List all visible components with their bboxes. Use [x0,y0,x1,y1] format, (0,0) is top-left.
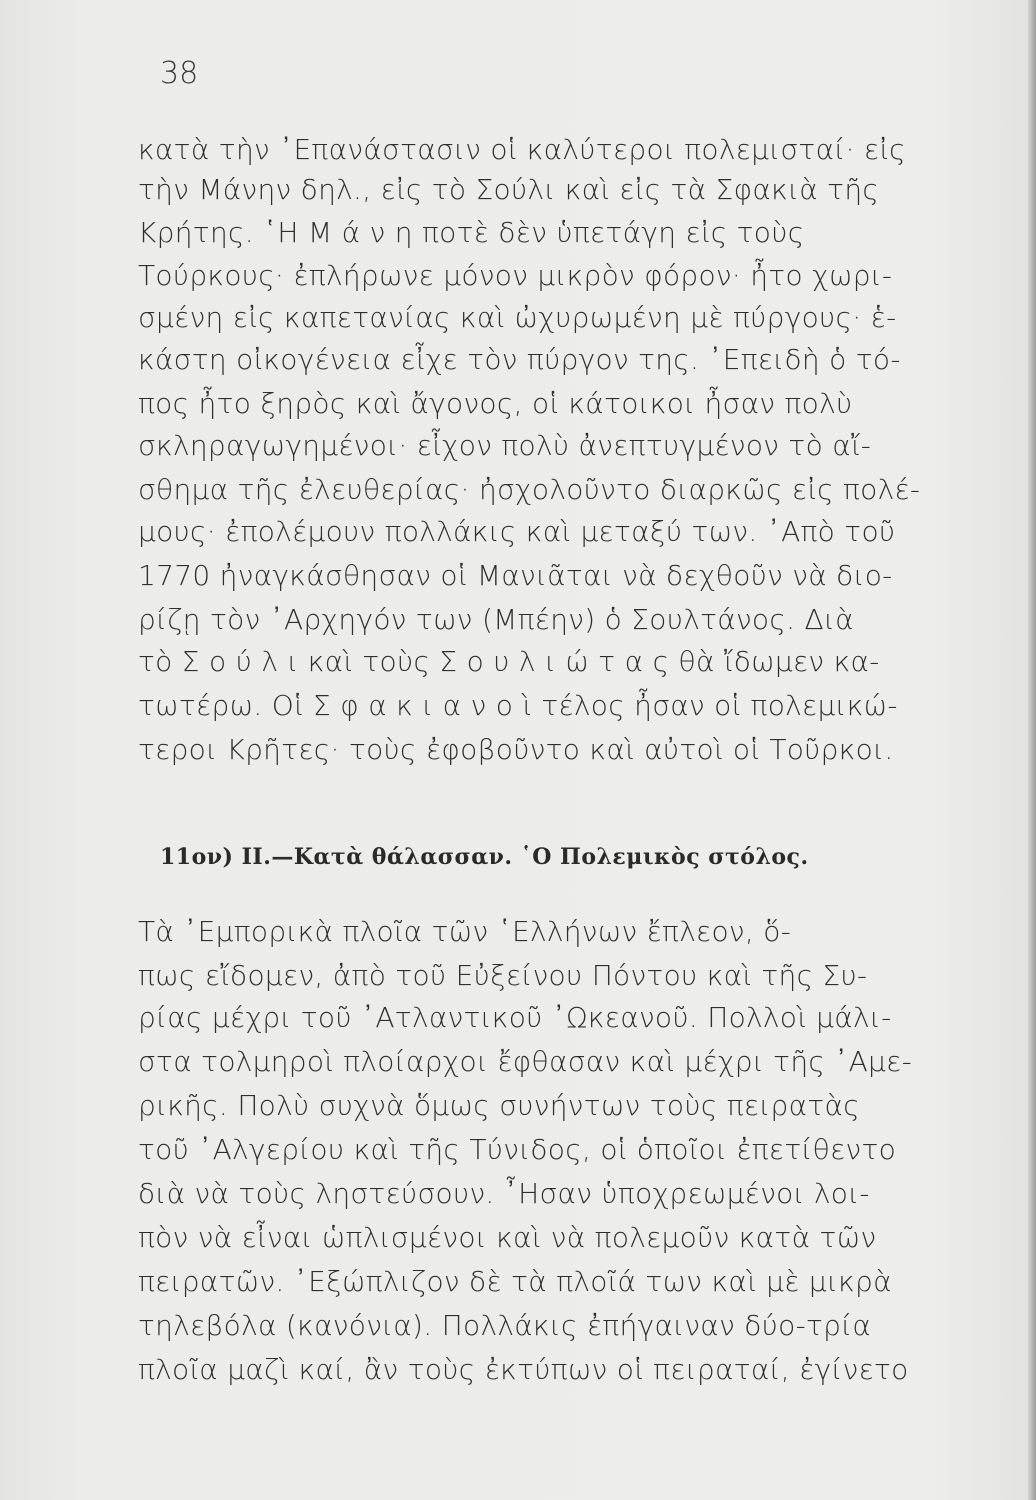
text-line: πως εἴδομεν, ἀπὸ τοῦ Εὐξείνου Πόντου καὶ τῆς Συ- [138,959,868,992]
text-line: ρίζῃ τὸν ᾿Αρχηγόν των (Μπέην) ὁ Σουλτάνος. Διὰ [138,603,854,636]
text-line: κατὰ τὴν ᾿Επανάστασιν οἱ καλύτεροι πολεμισταί· εἰς [138,133,906,166]
text-line: τὸ Σ ο ύ λ ι καὶ τοὺς Σ ο υ λ ι ώ τ α ς θὰ ἴδωμεν κα- [138,645,880,678]
text-line: διὰ νὰ τοὺς ληστεύσουν. ῏Ησαν ὑποχρεωμένοι λοι- [138,1177,870,1210]
text-line: τὴν Μάνην δηλ., εἰς τὸ Σούλι καὶ εἰς τὰ Σφακιὰ τῆς [138,173,880,206]
text-line: πειρατῶν. ᾿Εξώπλιζον δὲ τὰ πλοῖά των καὶ μὲ μικρὰ [138,1265,892,1298]
text-line: 1770 ἠναγκάσθησαν οἱ Μανιᾶται νὰ δεχθοῦν νὰ διο- [138,559,893,592]
text-line: πος ἦτο ξηρὸς καὶ ἄγονος, οἱ κάτοικοι ἦσαν πολὺ [138,387,853,420]
page-edge-shadow [1028,0,1036,1500]
text-line: Τούρκους· ἐπλήρωνε μόνον μικρὸν φόρον· ἦτο χωρι- [138,259,893,292]
text-line: ρικῆς. Πολὺ συχνὰ ὅμως συνήντων τοὺς πειρατὰς [138,1089,860,1122]
text-line: μους· ἐπολέμουν πολλάκις καὶ μεταξύ των. ᾿Απὸ τοῦ [138,515,896,548]
text-line: πὸν νὰ εἶναι ὡπλισμένοι καὶ νὰ πολεμοῦν κατὰ τῶν [138,1221,877,1254]
text-line: Τὰ ᾿Εμπορικὰ πλοῖα τῶν ῾Ελλήνων ἔπλεον, ὅ- [138,915,792,948]
text-line: σμένη εἰς καπετανίας καὶ ὠχυρωμένη μὲ πύργους· ἑ- [138,301,897,334]
text-line: τοῦ ᾿Αλγερίου καὶ τῆς Τύνιδος, οἱ ὁποῖοι ἐπετίθεντο [138,1133,897,1166]
section-heading: 11ον) ΙΙ.—Κατὰ θάλασσαν. ῾Ο Πολεμικὸς στόλος. [160,844,809,870]
text-line: κάστη οἰκογένεια εἶχε τὸν πύργον της. ᾿Επειδὴ ὁ τό- [138,343,901,376]
text-line: ρίας μέχρι τοῦ ᾿Ατλαντικοῦ ᾿Ωκεανοῦ. Πολλοὶ μάλι- [138,1001,892,1034]
text-line: στα τολμηροὶ πλοίαρχοι ἔφθασαν καὶ μέχρι τῆς ᾿Αμε- [138,1045,913,1078]
text-line: πλοῖα μαζὶ καί, ἂν τοὺς ἐκτύπων οἱ πειραταί, ἐγίνετο [138,1353,909,1386]
text-line: τωτέρω. Οἱ Σ φ α κ ι α ν ο ὶ τέλος ἦσαν οἱ πολεμικώ- [138,689,898,722]
page-number: 38 [160,56,199,91]
text-line: σκληραγωγημένοι· εἶχον πολὺ ἀνεπτυγμένον τὸ αἴ- [138,429,872,462]
text-line: τηλεβόλα (κανόνια). Πολλάκις ἐπήγαιναν δύο-τρία [138,1309,872,1342]
text-line: Κρήτης. ῾Η Μ ά ν η ποτὲ δὲν ὑπετάγη εἰς τοὺς [138,216,805,249]
text-line: τεροι Κρῆτες· τοὺς ἐφοβοῦντο καὶ αὐτοὶ οἱ Τοῦρκοι. [138,733,894,766]
text-line: σθημα τῆς ἐλευθερίας· ἠσχολοῦντο διαρκῶς εἰς πολέ- [138,473,921,506]
